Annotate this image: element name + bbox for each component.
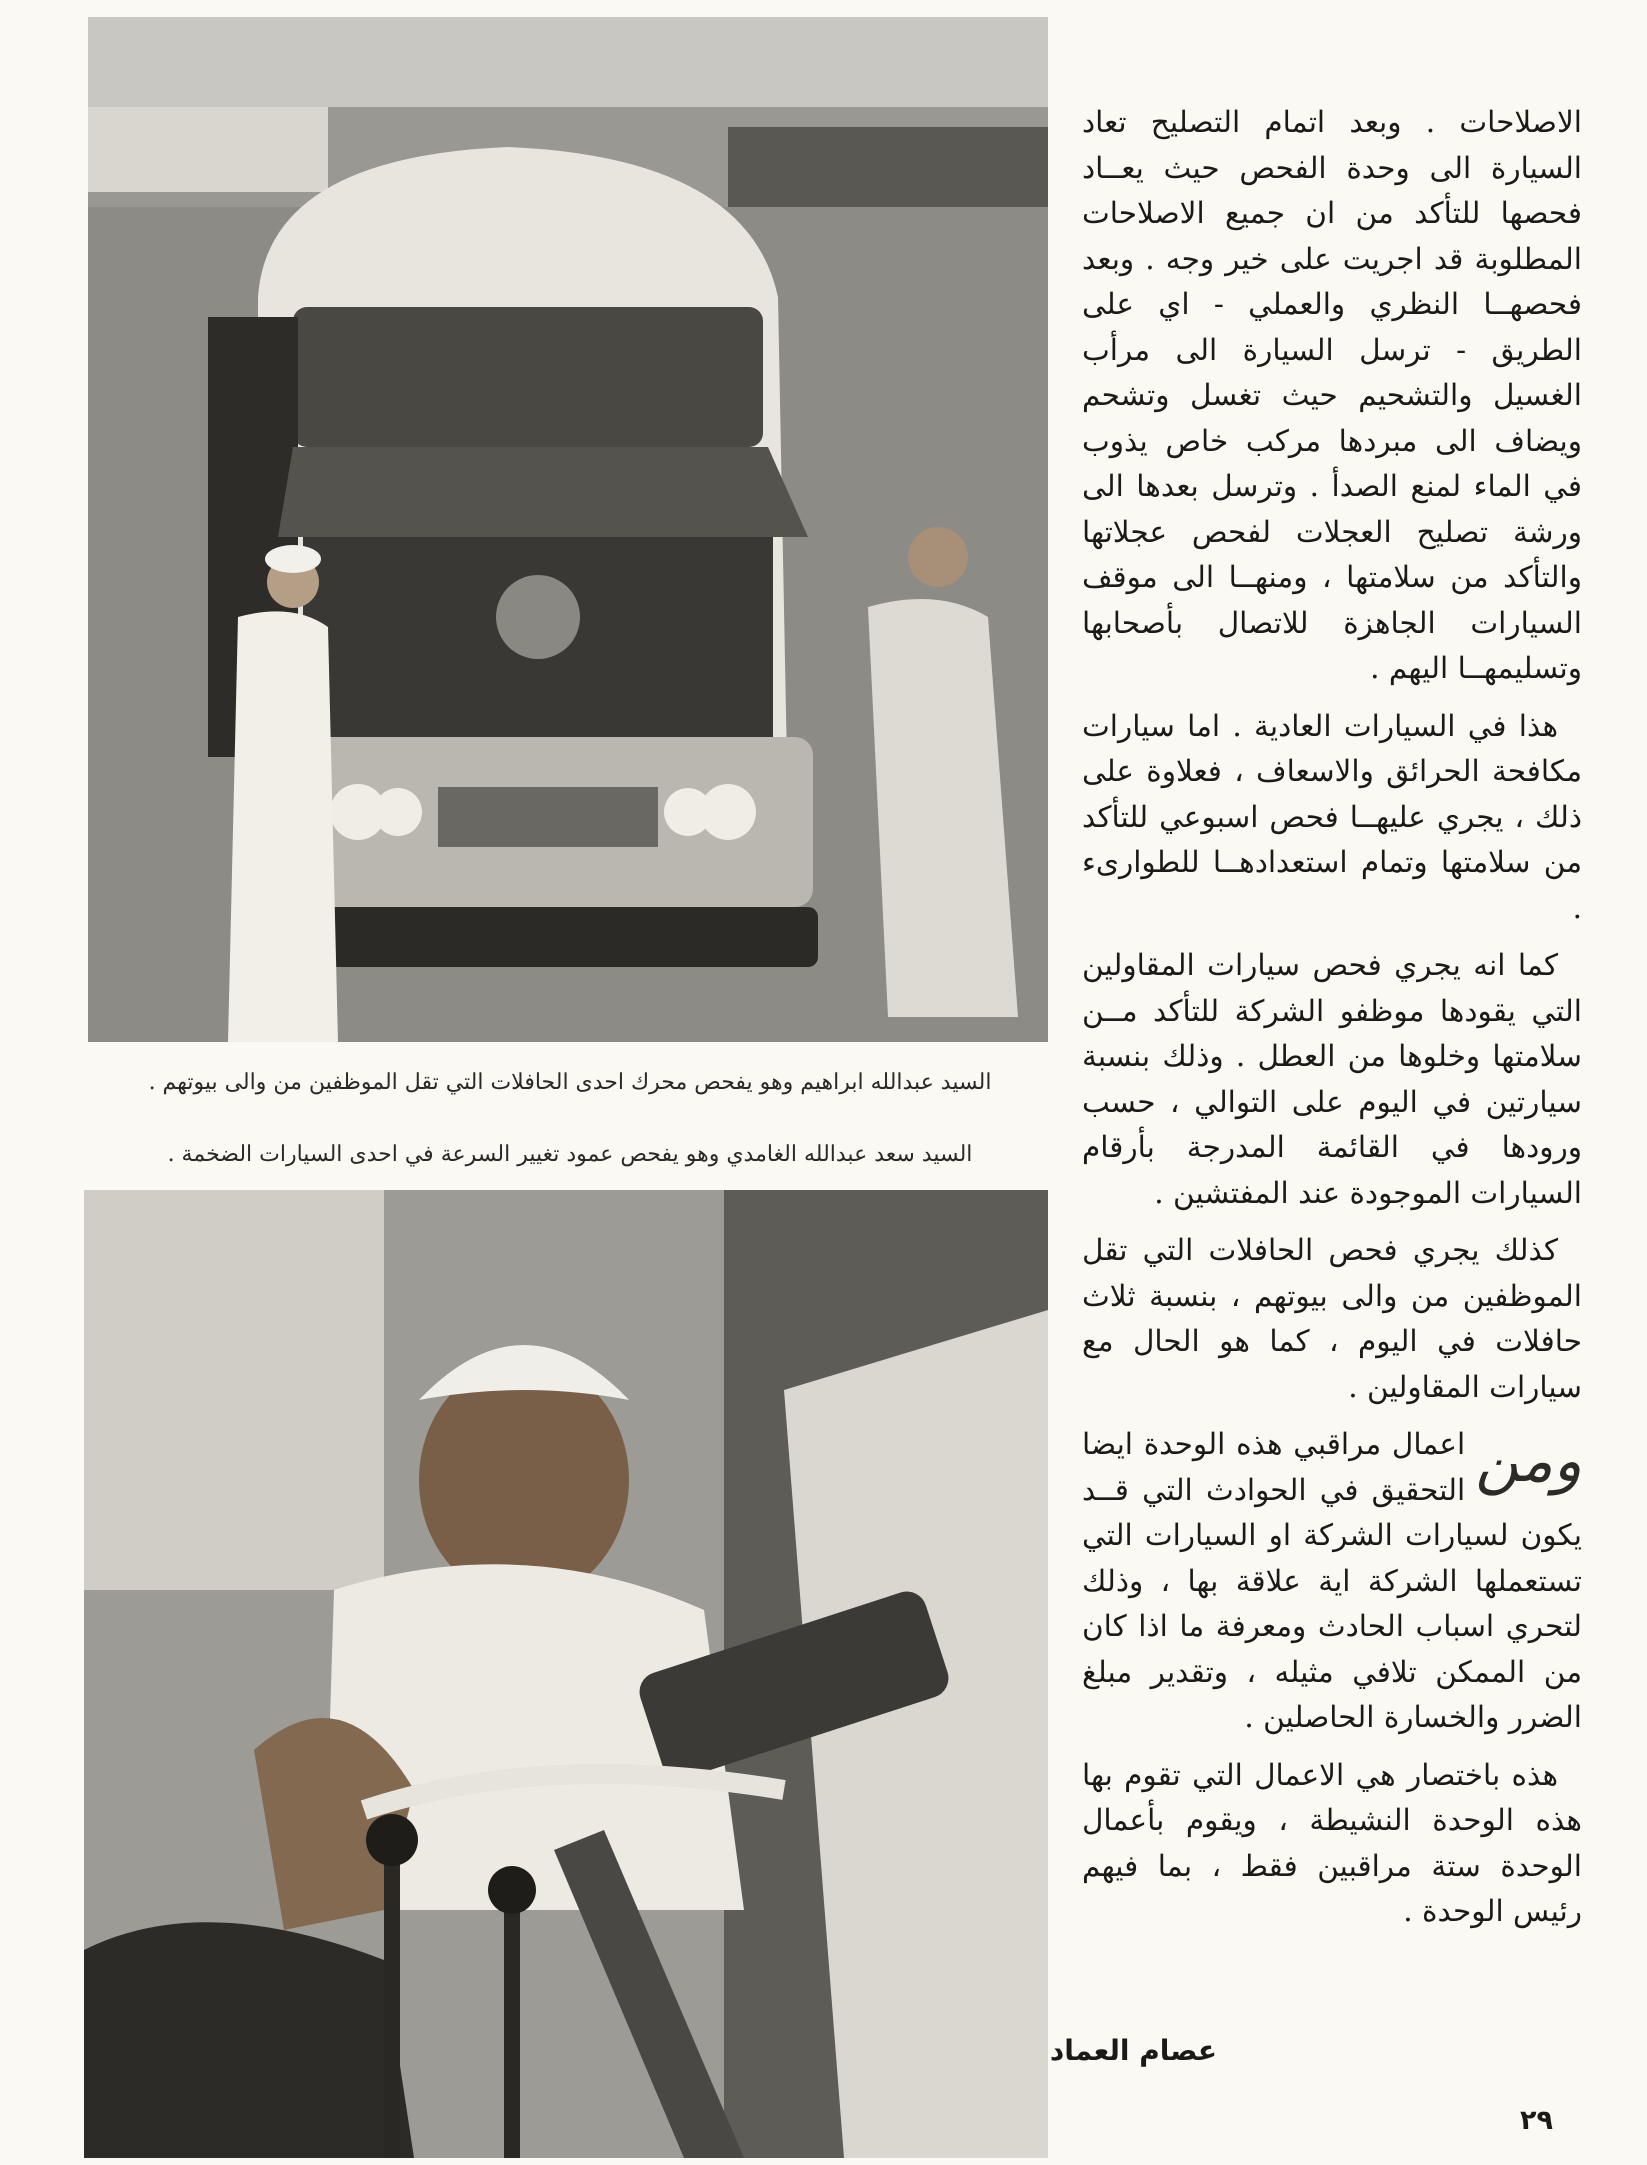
photo-bus-engine-inspection xyxy=(88,17,1048,1042)
author-signature: عصام العماد xyxy=(1049,2034,1217,2067)
bus-engine-illustration xyxy=(88,17,1048,1042)
gear-shift-illustration xyxy=(84,1190,1048,2158)
drop-initial: ومن xyxy=(1475,1426,1582,1496)
article-paragraph-6: هذه باختصار هي الاعمال التي تقوم بها هذه الوحدة النشيطة ، ويقوم بأعمال الوحدة ستة مراقبين فقط ، بما فيهم رئيس الوحدة . xyxy=(1082,1757,1582,1928)
photo-caption-top: السيد عبدالله ابراهيم وهو يفحص محرك احدى الحافلات التي تقل الموظفين من والى بيوتهم . xyxy=(148,1070,992,1095)
photo-gear-shift-inspection xyxy=(84,1190,1048,2158)
article-paragraph-5 xyxy=(1082,1422,1582,1741)
article-paragraph-1: الاصلاحات . وبعد اتمام التصليح تعاد السيارة الى وحدة الفحص حيث يعــاد فحصها للتأكد من ان جميع الاصلاحات المطلوبة قد اجريت على خير وجه . وبعد فحصهــا النظري والعملي - اي على الطريق - ترسل السيارة الى مرأب الغسيل والتشحيم حيث تغسل وتشحم ويضاف الى مبردها مركب خاص يذوب في الماء لمنع الصدأ . وترسل بعدها الى ورشة تصليح العجلات لفحص عجلاتها والتأكد من سلامتها ، ومنهــا الى موقف السيارات الجاهزة للاتصال بأصحابها وتسليمهــا اليهم . xyxy=(1082,105,1582,685)
article-paragraph-5-text: اعمال مراقبي هذه الوحدة ايضا التحقيق في الحوادث التي قــد يكون لسيارات الشركة او السيارات التي تستعملها الشركة اية علاقة بها ، وذلك لتحري اسباب الحادث ومعرفة ما اذا كان من الممكن تلافي مثيله ، وتقدير مبلغ الضرر والخسارة الحاصلين . xyxy=(1082,1427,1582,1734)
photo-caption-bottom: السيد سعد عبدالله الغامدي وهو يفحص عمود تغيير السرعة في احدى السيارات الضخمة . xyxy=(167,1142,973,1167)
article-paragraph-4: كذلك يجري فحص الحافلات التي تقل الموظفين من والى بيوتهم ، بنسبة ثلاث حافلات في اليوم ، كما هو الحال مع سيارات المقاولين . xyxy=(1082,1233,1582,1404)
page-number: ٢٩ xyxy=(1520,2105,1553,2136)
article-text-column xyxy=(1082,100,1582,1947)
article-paragraph-3: كما انه يجري فحص سيارات المقاولين التي يقودها موظفو الشركة للتأكد مــن سلامتها وخلوها من العطل . وذلك بنسبة سيارتين في اليوم على التوالي ، حسب ورودها في القائمة المدرجة بأرقام السيارات الموجودة عند المفتشين . xyxy=(1082,948,1582,1210)
article-paragraph-2: هذا في السيارات العادية . اما سيارات مكافحة الحرائق والاسعاف ، فعلاوة على ذلك ، يجري عليهــا فحص اسبوعي للتأكد من سلامتها وتمام استعدادهــا للطوارىء . xyxy=(1082,708,1582,925)
